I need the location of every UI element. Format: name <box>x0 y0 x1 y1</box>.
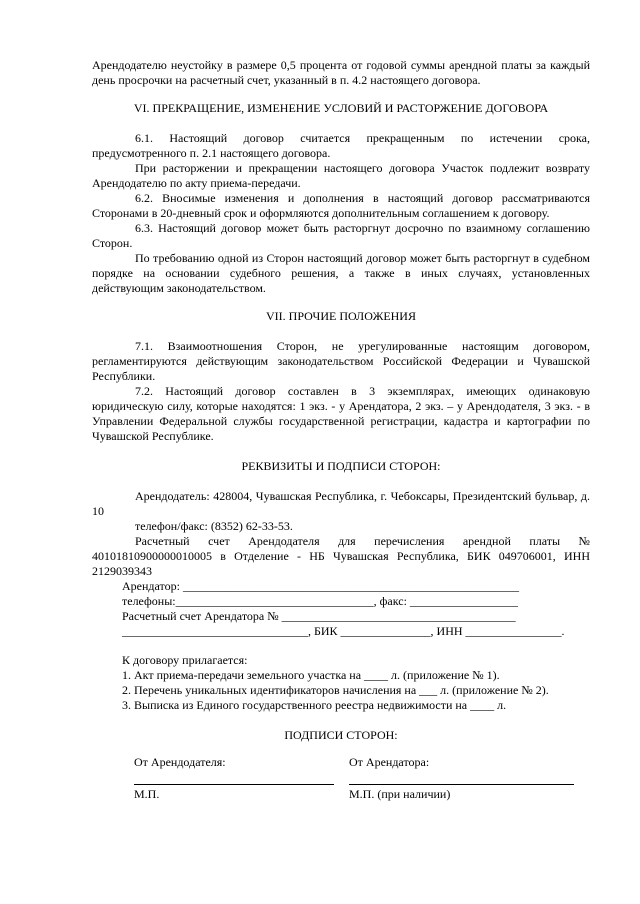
tenant-signature-line <box>349 784 574 785</box>
clause-6-2: 6.2. Вносимые изменения и дополнения в настоящий договор рассматриваются Сторонами в 20-дневный срок и оформляются дополнительным соглашением к договору. <box>92 191 590 220</box>
tenant-stamp-label: М.П. (при наличии) <box>349 787 451 801</box>
clause-6-1-return: При расторжении и прекращении настоящего договора Участок подлежит возврату Арендодателю по акту приема-передачи. <box>92 161 590 190</box>
from-tenant-label: От Арендатора: <box>349 755 430 769</box>
attachment-item-3: 3. Выписка из Единого государственного реестра недвижимости на ____ л. <box>122 698 507 712</box>
penalty-paragraph: Арендодателю неустойку в размере 0,5 процента от годовой суммы арендной платы за каждый день просрочки на расчетный счет, указанный в п. 4.2 настоящего договора. <box>92 58 590 87</box>
attachment-item-1: 1. Акт приема-передачи земельного участка на ____ л. (приложение № 1). <box>122 668 500 682</box>
landlord-phone: телефон/факс: (8352) 62-33-53. <box>135 519 293 533</box>
tenant-account-line: Расчетный счет Арендатора № _______________________________________ <box>122 609 516 623</box>
signature-lines <box>92 784 590 785</box>
from-landlord-label: От Арендодателя: <box>134 755 226 769</box>
signatures-labels <box>92 755 590 770</box>
tenant-bank-line: _______________________________, БИК _______________, ИНН ________________. <box>122 624 565 638</box>
tenant-line: Арендатор: ________________________________________________________ <box>122 579 519 593</box>
clause-7-1: 7.1. Взаимоотношения Сторон, не урегулированные настоящим договором, регламентируются действующим законодательством Российской Федерации и Чувашской Республики. <box>92 339 590 383</box>
clause-6-3-court: По требованию одной из Сторон настоящий договор может быть расторгнут в судебном порядке на основании судебного решения, а также в иных случаях, установленных действующим законодательством. <box>92 251 590 295</box>
landlord-address: Арендодатель: 428004, Чувашская Республика, г. Чебоксары, Президентский бульвар, д. 10 <box>92 489 590 518</box>
attachments-title: К договору прилагается: <box>122 653 248 667</box>
section-6-title: VI. ПРЕКРАЩЕНИЕ, ИЗМЕНЕНИЕ УСЛОВИЙ И РАСТОРЖЕНИЕ ДОГОВОРА <box>133 101 549 115</box>
landlord-account: Расчетный счет Арендодателя для перечисления арендной платы № 40101810900000010005 в Отделение - НБ Чувашская Республика, БИК 049706001, ИНН 2129039343 <box>92 534 590 578</box>
clause-7-2: 7.2. Настоящий договор составлен в 3 экземплярах, имеющих одинаковую юридическую силу, которые находятся: 1 экз. - у Арендатора, 2 экз. – у Арендодателя, 3 экз. - в Управлении Федеральной службы государственной регистрации, кадастра и картографии по Чувашской Республике. <box>92 384 590 443</box>
document-page <box>92 58 590 802</box>
attachment-item-2: 2. Перечень уникальных идентификаторов начисления на ___ л. (приложение № 2). <box>122 683 549 697</box>
section-7-title: VII. ПРОЧИЕ ПОЛОЖЕНИЯ <box>266 309 416 323</box>
landlord-signature-line <box>134 784 334 785</box>
signatures-title: ПОДПИСИ СТОРОН: <box>284 728 398 742</box>
landlord-stamp-label: М.П. <box>134 787 160 801</box>
clause-6-1: 6.1. Настоящий договор считается прекращенным по истечении срока, предусмотренного п. 2.1 настоящего договора. <box>92 131 590 160</box>
clause-6-3: 6.3. Настоящий договор может быть расторгнут досрочно по взаимному соглашению Сторон. <box>92 221 590 250</box>
stamp-labels <box>92 787 590 802</box>
requisites-title: РЕКВИЗИТЫ И ПОДПИСИ СТОРОН: <box>241 459 441 473</box>
tenant-phones-line: телефоны:_________________________________, факс: __________________ <box>122 594 518 608</box>
